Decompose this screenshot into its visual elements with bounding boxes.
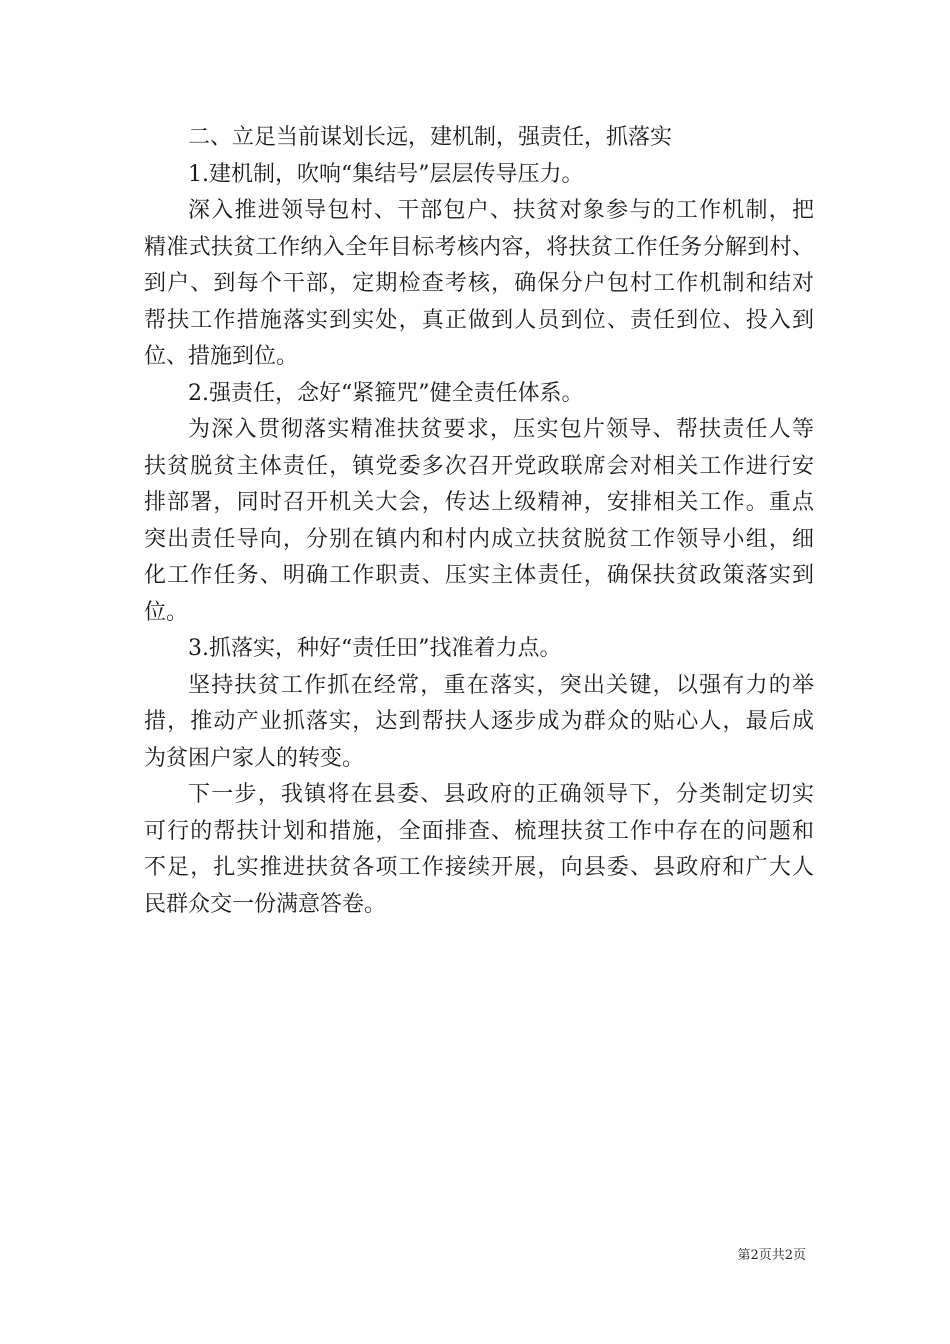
paragraph-line: 化工作任务、明确工作职责、压实主体责任，确保扶贫政策落实到	[144, 563, 814, 588]
section-heading: 二、立足当前谋划长远，建机制，强责任，抓落实	[188, 125, 673, 150]
document-body	[144, 120, 814, 923]
paragraph-line: 到户、到每个干部，定期检查考核，确保分户包村工作机制和结对	[144, 271, 814, 296]
paragraph-line: 措，推动产业抓落实，达到帮扶人逐步成为群众的贴心人，最后成	[144, 709, 814, 734]
paragraph-line: 可行的帮扶计划和措施，全面排查、梳理扶贫工作中存在的问题和	[144, 818, 814, 844]
paragraph-line: 位。	[144, 599, 189, 625]
paragraph-line: 不足，扎实推进扶贫各项工作接续开展，向县委、县政府和广大人	[144, 855, 814, 880]
paragraph-line: 位、措施到位。	[144, 344, 299, 369]
paragraph-line: 为深入贯彻落实精准扶贫要求，压实包片领导、帮扶责任人等	[188, 417, 814, 442]
page-number: 第2页共2页	[737, 1248, 806, 1263]
paragraph-line: 深入推进领导包村、干部包户、扶贫对象参与的工作机制，把	[188, 198, 814, 223]
paragraph-line: 精准式扶贫工作纳入全年目标考核内容，将扶贫工作任务分解到村、	[144, 234, 814, 260]
paragraph-line: 坚持扶贫工作抓在经常，重在落实，突出关键，以强有力的举	[188, 672, 814, 698]
subheading-1: 1.建机制，吹响“集结号”层层传导压力。	[188, 161, 584, 187]
paragraph-line: 民群众交一份满意答卷。	[144, 891, 387, 917]
paragraph-line: 下一步，我镇将在县委、县政府的正确领导下，分类制定切实	[188, 782, 814, 807]
subheading-3: 3.抓落实，种好“责任田”找准着力点。	[188, 636, 562, 661]
paragraph-line: 突出责任导向，分别在镇内和村内成立扶贫脱贫工作领导小组，细	[144, 526, 814, 552]
paragraph-line: 扶贫脱贫主体责任，镇党委多次召开党政联席会对相关工作进行安	[144, 453, 814, 479]
paragraph-line: 为贫困户家人的转变。	[144, 745, 365, 771]
subheading-2: 2.强责任，念好“紧箍咒”健全责任体系。	[188, 380, 584, 406]
paragraph-line: 排部署，同时召开机关大会，传达上级精神，安排相关工作。重点	[144, 490, 814, 515]
paragraph-line: 帮扶工作措施落实到实处，真正做到人员到位、责任到位、投入到	[144, 307, 814, 333]
